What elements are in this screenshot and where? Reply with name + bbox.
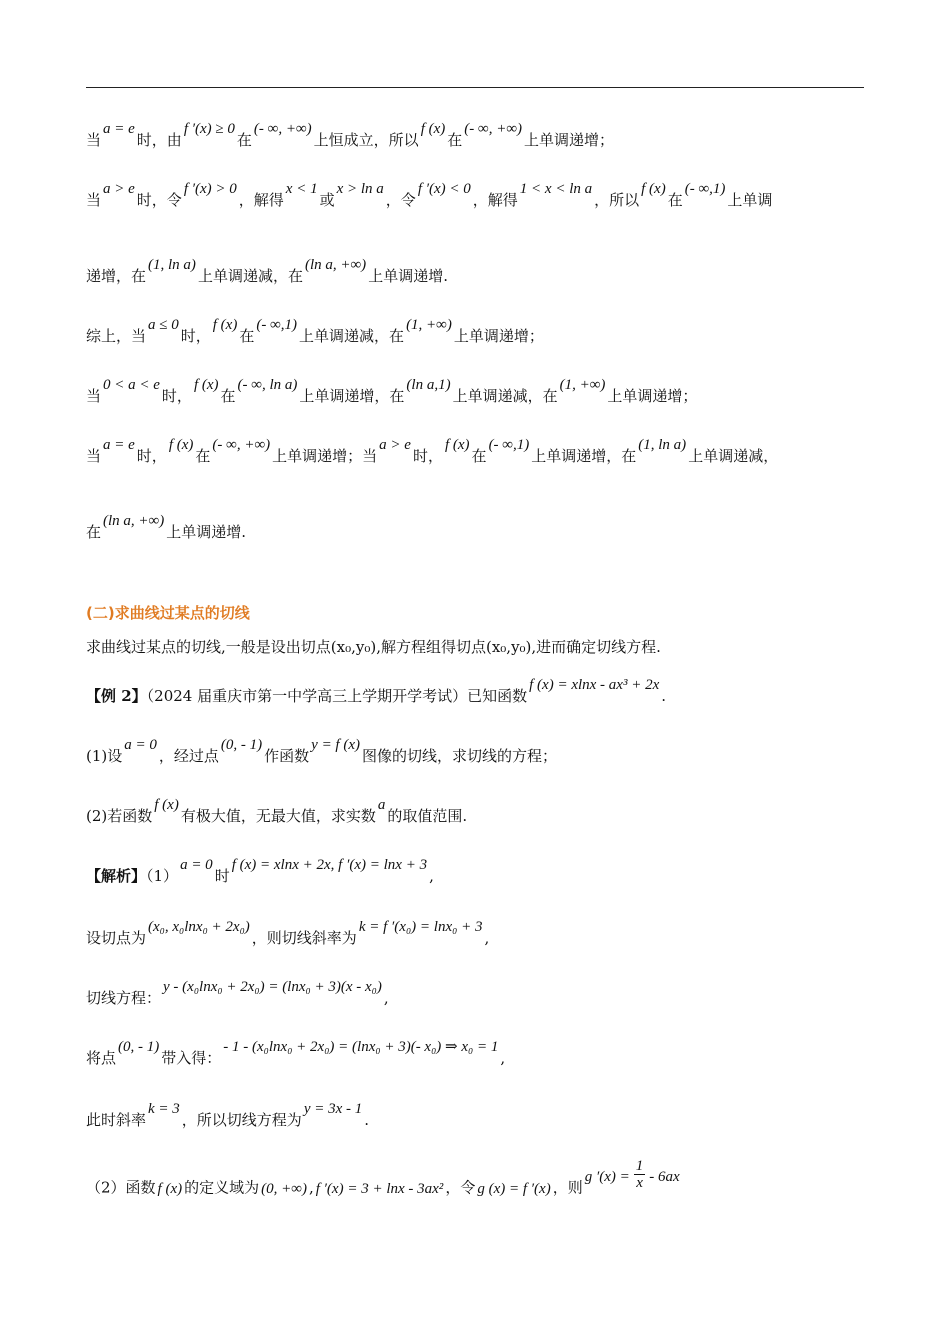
text: 切线方程： <box>86 989 162 1007</box>
text: 当 <box>86 131 102 149</box>
paragraph-line-4 <box>86 317 876 347</box>
math: (- ∞, +∞) <box>464 121 523 137</box>
math: f (x) <box>444 437 470 453</box>
math: (x₀, x₀lnx₀ + 2x₀) <box>148 919 250 935</box>
section-heading: (二)求曲线过某点的切线 <box>86 604 250 622</box>
math: (ln a,1) <box>406 377 451 393</box>
paragraph-line-7 <box>86 513 876 543</box>
text: 在 <box>447 131 463 149</box>
text: 在 <box>239 327 255 345</box>
math: - 6ax <box>649 1168 680 1185</box>
math: (- ∞, +∞) <box>212 437 271 453</box>
text: 时， <box>136 447 167 465</box>
text: 时， <box>161 387 192 405</box>
math: (1, +∞) <box>559 377 606 393</box>
text: 时 <box>214 867 230 885</box>
text: , <box>429 867 434 885</box>
text: 或 <box>319 191 335 209</box>
header-rule <box>86 87 864 88</box>
math: (- ∞,1) <box>256 317 298 333</box>
math: f (x) <box>212 317 238 333</box>
math: 1 < x < ln a <box>519 181 593 197</box>
math: a = 0 <box>124 737 157 753</box>
solution-label: 【解析】 <box>86 867 147 885</box>
text: 递增，在 <box>86 267 147 285</box>
text: 时，令 <box>136 191 182 209</box>
text: , <box>308 1178 314 1197</box>
text: , <box>383 989 389 1007</box>
math: k = f ′(x₀) = lnx₀ + 3 <box>358 919 483 935</box>
math: x < 1 <box>285 181 318 197</box>
text: 上单调递增；当 <box>272 447 378 465</box>
math: (0, +∞) <box>261 1180 307 1197</box>
math: (1, ln a) <box>148 257 196 273</box>
text: ，则 <box>552 1178 583 1197</box>
text: 时， <box>180 327 211 345</box>
text: 上单调递增，在 <box>299 387 405 405</box>
text: 作函数 <box>264 747 310 765</box>
math: f (x) <box>157 1180 183 1197</box>
text: 上单调递增； <box>524 131 615 149</box>
text: 在 <box>471 447 487 465</box>
solution-line-2 <box>86 919 876 949</box>
math: f ′(x) < 0 <box>417 181 471 197</box>
math: a > e <box>379 437 411 453</box>
text: 时，由 <box>136 131 182 149</box>
text: 上单调 <box>727 191 773 209</box>
text: 在 <box>195 447 211 465</box>
example-header <box>86 677 876 707</box>
text: 带入得： <box>161 1049 222 1067</box>
math: (- ∞, +∞) <box>253 121 312 137</box>
math: (1, ln a) <box>638 437 687 453</box>
text: 上单调递增； <box>607 387 698 405</box>
paragraph-line-3 <box>86 257 876 287</box>
text: ，则切线斜率为 <box>251 929 357 947</box>
math: (- ∞,1) <box>488 437 530 453</box>
text: ，所以 <box>594 191 640 209</box>
text: 在 <box>236 131 252 149</box>
fraction-denominator: x <box>636 1175 643 1191</box>
math: (ln a, +∞) <box>304 257 367 273</box>
text: (2)若函数 <box>86 807 153 825</box>
text: 上单调递减，在 <box>299 327 405 345</box>
math: f ′(x) ≥ 0 <box>183 121 235 137</box>
math: a = e <box>103 121 135 137</box>
math: y - (x₀lnx₀ + 2x₀) = (lnx₀ + 3)(x - x₀) <box>163 979 382 995</box>
math: 0 < a < e <box>103 377 160 393</box>
text: ，所以切线方程为 <box>181 1111 302 1129</box>
math: - 1 - (x₀lnx₀ + 2x₀) = (lnx₀ + 3)(- x₀) ⇒ x₀ = 1 <box>223 1039 499 1055</box>
math: f ′(x) > 0 <box>183 181 237 197</box>
paragraph-line-5 <box>86 377 876 407</box>
text: 的定义域为 <box>184 1178 260 1197</box>
text: 上单调递增； <box>453 327 544 345</box>
text: 上单调递减，在 <box>452 387 558 405</box>
text: , <box>500 1049 506 1067</box>
text: （1） <box>146 867 179 885</box>
text: 在 <box>667 191 683 209</box>
text: 上单调递减， <box>688 447 779 465</box>
math: (ln a, +∞) <box>103 513 165 529</box>
math: f (x) <box>154 797 179 813</box>
math: f (x) <box>641 181 666 197</box>
question-2 <box>86 797 876 827</box>
paragraph-line-1 <box>86 121 876 151</box>
text: 当 <box>86 447 102 465</box>
math: a = 0 <box>180 857 213 873</box>
math: f (x) = xlnx - ax³ + 2x <box>529 677 660 693</box>
solution-line-4 <box>86 1039 876 1069</box>
math: (- ∞,1) <box>684 181 726 197</box>
math: f (x) <box>193 377 219 393</box>
text: 时， <box>412 447 443 465</box>
math: (0, - 1) <box>220 737 263 753</box>
text: 上恒成立，所以 <box>313 131 419 149</box>
text: . <box>661 687 667 705</box>
math: x > ln a <box>336 181 384 197</box>
text: . <box>364 1111 370 1129</box>
math: (1, +∞) <box>406 317 452 333</box>
example-label: 【例 2】 <box>86 687 147 705</box>
math: a <box>377 797 386 813</box>
text: ，解得 <box>238 191 284 209</box>
text: 设切点为 <box>86 929 147 947</box>
text: 将点 <box>86 1049 117 1067</box>
solution-line-5 <box>86 1101 876 1131</box>
paragraph-line-2 <box>86 181 876 211</box>
text: （2）函数 <box>86 1178 156 1197</box>
math: f (x) <box>168 437 194 453</box>
math: a ≤ 0 <box>148 317 179 333</box>
solution-line-1 <box>86 857 876 887</box>
text: 当 <box>86 387 102 405</box>
math: k = 3 <box>148 1101 180 1117</box>
math: (- ∞, ln a) <box>237 377 298 393</box>
solution-line-3 <box>86 979 876 1009</box>
solution-line-6 <box>86 1158 876 1205</box>
text: 图像的切线，求切线的方程； <box>362 747 558 765</box>
text: , <box>484 929 490 947</box>
paragraph-line-8: 求曲线过某点的切线,一般是设出切点(x₀,y₀),解方程组得切点(x₀,y₀),进而确定切线方程. <box>86 638 661 656</box>
text: 当 <box>86 191 102 209</box>
fraction-numerator: 1 <box>635 1158 644 1174</box>
text: 上单调递增，在 <box>531 447 637 465</box>
paragraph-line-6 <box>86 437 876 467</box>
text: 在 <box>86 523 102 541</box>
question-1 <box>86 737 876 767</box>
math: f (x) <box>420 121 446 137</box>
text: 上单调递增. <box>368 267 448 285</box>
text: 综上，当 <box>86 327 147 345</box>
math: f ′(x) = 3 + lnx - 3ax² <box>315 1180 444 1197</box>
math: y = f (x) <box>311 737 361 753</box>
text: 上单调递减，在 <box>197 267 303 285</box>
text: ，令 <box>445 1178 476 1197</box>
math: (0, - 1) <box>118 1039 160 1055</box>
text: ，令 <box>385 191 416 209</box>
math: g ′(x) = <box>584 1168 630 1185</box>
text: 有极大值，无最大值，求实数 <box>180 807 376 825</box>
fraction <box>632 1158 648 1191</box>
text: 上单调递增. <box>166 523 247 541</box>
math: g (x) = f ′(x) <box>477 1180 551 1197</box>
math: f (x) = xlnx + 2x, f ′(x) = lnx + 3 <box>231 857 428 873</box>
math: a > e <box>103 181 135 197</box>
text: 的取值范围. <box>387 807 468 825</box>
text: （2024 届重庆市第一中学高三上学期开学考试）已知函数 <box>146 687 528 705</box>
math: a = e <box>103 437 135 453</box>
text: (1)设 <box>86 747 123 765</box>
math: y = 3x - 1 <box>303 1101 363 1117</box>
text: 在 <box>220 387 236 405</box>
text: 此时斜率 <box>86 1111 147 1129</box>
text: ，经过点 <box>158 747 219 765</box>
text: ，解得 <box>472 191 518 209</box>
